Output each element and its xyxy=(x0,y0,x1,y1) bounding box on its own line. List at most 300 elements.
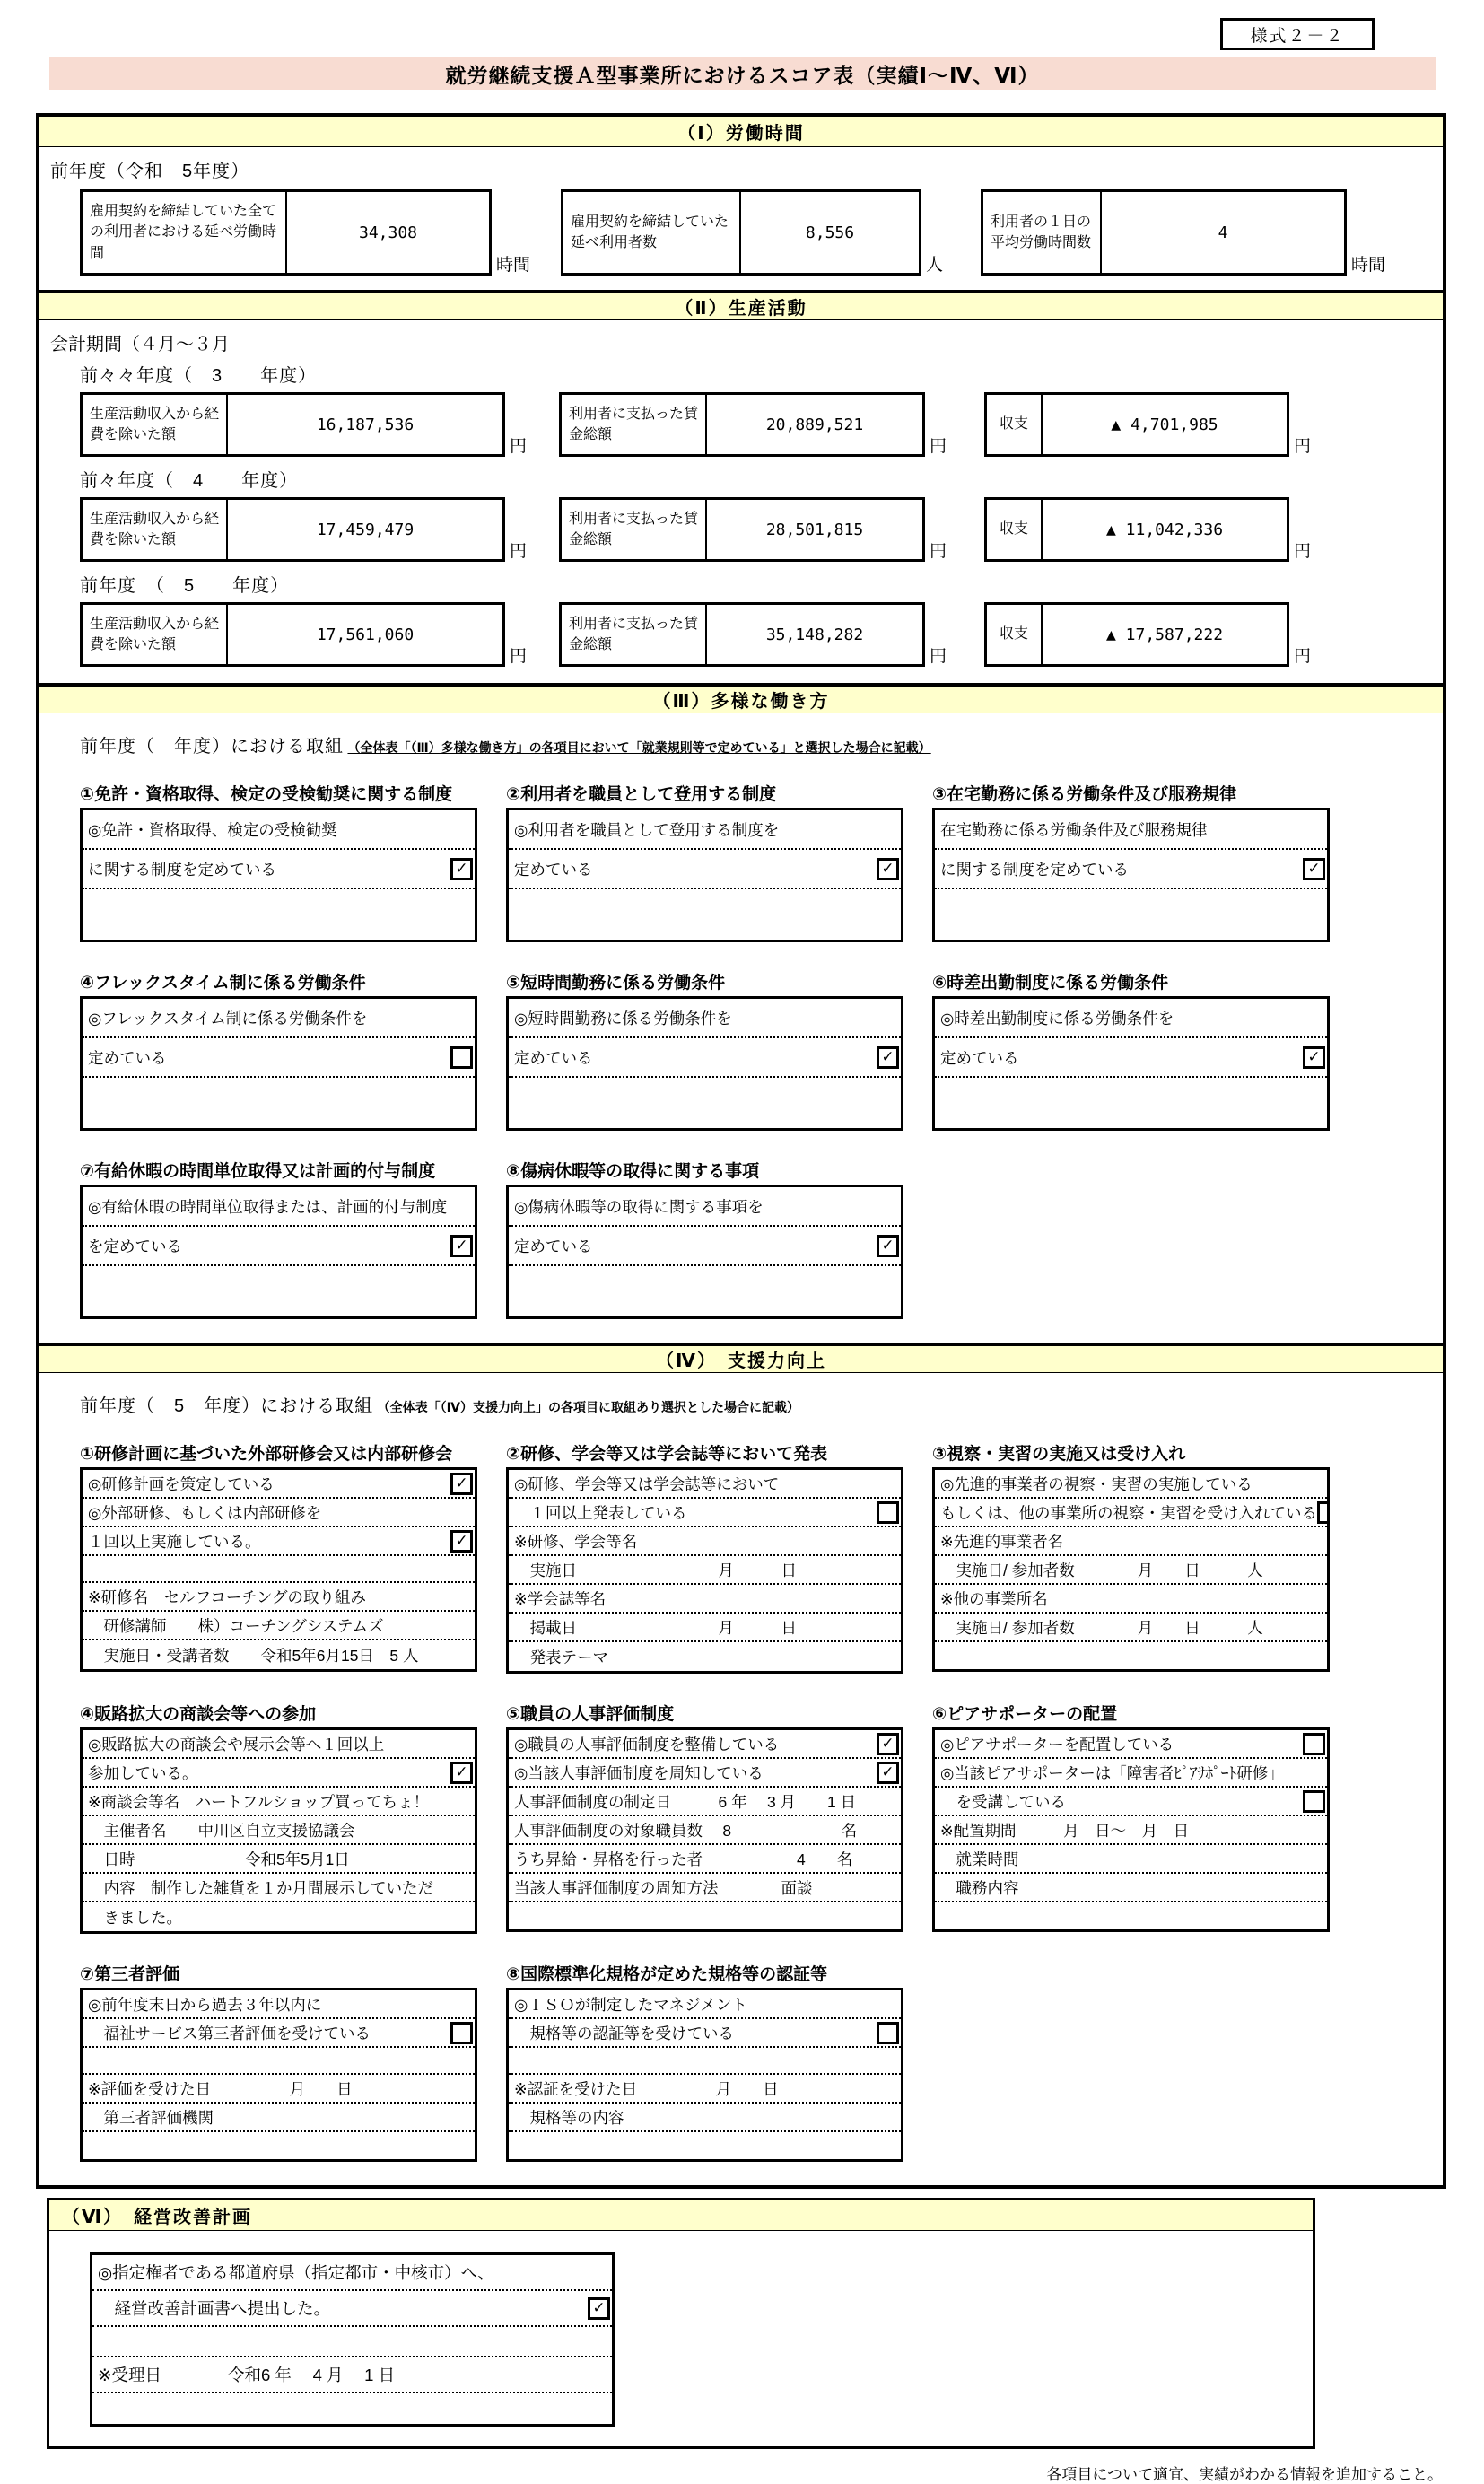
form-row xyxy=(935,1759,1327,1788)
checkbox-unchecked[interactable] xyxy=(1303,1733,1325,1755)
fiscal-row xyxy=(50,466,1443,562)
form-row xyxy=(935,810,1327,850)
item-title: ⑥ピアサポーターの配置 xyxy=(932,1705,1118,1724)
form-row xyxy=(83,1640,475,1669)
section6-header xyxy=(49,2200,1313,2231)
form-row xyxy=(92,2327,612,2357)
row-text: 在宅勤務に係る労働条件及び服務規律 xyxy=(940,820,1208,839)
checklist-item xyxy=(80,1961,477,2162)
form-row xyxy=(83,1788,475,1816)
form-row xyxy=(935,1556,1327,1585)
form-row xyxy=(92,2393,612,2424)
row-text: ※研修名 セルフコーチングの取り組み xyxy=(88,1587,367,1606)
row-text: ※他の事業所名 xyxy=(940,1589,1048,1608)
field-wages-paid xyxy=(559,602,952,667)
form-row xyxy=(83,1759,475,1788)
field-unit: 円 xyxy=(510,647,528,666)
field-unit: 円 xyxy=(510,542,528,561)
row-text: ※評価を受けた日 月 日 xyxy=(88,2079,353,2098)
form-row xyxy=(509,1556,901,1585)
checkbox-checked[interactable]: ✓ xyxy=(877,1762,899,1784)
form-row xyxy=(83,1902,475,1931)
form-row xyxy=(83,810,475,850)
row-text: 実施日 月 日 xyxy=(514,1561,797,1579)
checkbox-checked[interactable]: ✓ xyxy=(450,858,473,880)
field-value[interactable]: 17,459,479 xyxy=(316,520,415,539)
row-text: ※研修、学会等名 xyxy=(514,1532,638,1551)
form-row xyxy=(935,1614,1327,1642)
checkbox-checked[interactable]: ✓ xyxy=(450,1762,473,1784)
field-label: 生産活動収入から経費を除いた額 xyxy=(83,605,228,664)
row-text: ◎指定権者である都道府県（指定都市・中核市）へ、 xyxy=(98,2263,494,2282)
form-row xyxy=(509,1078,901,1128)
field-value[interactable]: ▲ 17,587,222 xyxy=(1106,625,1224,644)
form-row xyxy=(509,1499,901,1527)
field-unit: 円 xyxy=(930,542,947,561)
item-box xyxy=(506,808,903,942)
item-box xyxy=(932,1727,1330,1932)
form-row xyxy=(83,1556,475,1583)
field-label: 生産活動収入から経費を除いた額 xyxy=(83,395,228,454)
form-row xyxy=(935,1527,1327,1556)
form-row xyxy=(509,999,901,1038)
field-value[interactable]: 16,187,536 xyxy=(316,415,415,434)
checklist-item xyxy=(506,1440,903,1674)
field-unit: 円 xyxy=(1294,437,1312,456)
row-text: ◎外部研修、もしくは内部研修を xyxy=(88,1503,322,1522)
field-total-work-hours xyxy=(80,189,536,276)
row-text: に関する制度を定めている xyxy=(940,860,1129,879)
item-title: ①研修計画に基づいた外部研修会又は内部研修会 xyxy=(80,1445,453,1464)
field-label: 利用者に支払った賃金総額 xyxy=(562,605,707,664)
field-value[interactable]: 28,501,815 xyxy=(765,520,864,539)
intro-text: 前年度（ 5 年度）における取組 xyxy=(80,1396,374,1416)
form-code-box xyxy=(1220,18,1375,50)
section4-header-text: （Ⅳ） 支援力向上 xyxy=(656,1351,826,1371)
item-box xyxy=(506,1988,903,2162)
item-box xyxy=(932,808,1330,942)
form-row xyxy=(935,889,1327,940)
form-row xyxy=(935,1816,1327,1845)
row-text: 実施日/ 参加者数 月 日 人 xyxy=(940,1618,1263,1637)
checklist-item xyxy=(506,1701,903,1934)
row-text: ◎有給休暇の時間単位取得または、計画的付与制度 xyxy=(88,1197,448,1216)
field-value[interactable]: ▲ 4,701,985 xyxy=(1111,415,1218,434)
row-text: ◎フレックスタイム制に係る労働条件を xyxy=(88,1009,368,1028)
checkbox-checked[interactable]: ✓ xyxy=(877,1046,899,1069)
form-row xyxy=(509,1788,901,1816)
row-text: ◎販路拡大の商談会や展示会等へ１回以上 xyxy=(88,1735,385,1754)
form-row xyxy=(83,2075,475,2104)
field-value[interactable]: 34,308 xyxy=(358,223,418,242)
item-box xyxy=(80,996,477,1131)
form-row xyxy=(83,1816,475,1845)
field-wages-paid xyxy=(559,497,952,562)
checkbox-checked[interactable]: ✓ xyxy=(1303,1046,1325,1069)
checkbox-unchecked[interactable] xyxy=(1317,1501,1327,1524)
form-row xyxy=(935,1499,1327,1527)
form-row xyxy=(509,2132,901,2159)
form-row xyxy=(83,1583,475,1612)
checkbox-unchecked[interactable] xyxy=(450,1046,473,1069)
field-value[interactable]: 4 xyxy=(1218,223,1228,242)
item-title: ②利用者を職員として登用する制度 xyxy=(506,785,777,804)
form-row xyxy=(83,1874,475,1902)
footer-note: 各項目について適宜、実績がわかる情報を追加すること。 xyxy=(1046,2466,1443,2483)
field-wages-paid xyxy=(559,392,952,457)
row-text: ※先進的事業者名 xyxy=(940,1532,1064,1551)
checkbox-unchecked[interactable] xyxy=(877,1501,899,1524)
field-box xyxy=(561,189,921,276)
row-text: を受講している xyxy=(940,1792,1066,1811)
checkbox-checked[interactable]: ✓ xyxy=(1303,858,1325,880)
field-unit: 人 xyxy=(926,256,944,275)
form-row xyxy=(509,1874,901,1902)
accounting-period: 会計期間（４月～３月 xyxy=(50,335,230,354)
row-text: に関する制度を定めている xyxy=(88,860,276,879)
row-text: ◎利用者を職員として登用する制度を xyxy=(514,820,780,839)
row-text: 第三者評価機関 xyxy=(88,2108,214,2127)
row-text: 当該人事評価制度の周知方法 面談 xyxy=(514,1878,813,1897)
field-unit: 時間 xyxy=(1351,256,1386,275)
item-title: ③在宅勤務に係る労働条件及び服務規律 xyxy=(932,785,1237,804)
form-row xyxy=(509,810,901,850)
field-value[interactable]: 17,561,060 xyxy=(316,625,415,644)
row-text: 掲載日 月 日 xyxy=(514,1618,797,1637)
row-text: 経営改善計画書へ提出した。 xyxy=(98,2299,331,2318)
field-unit: 円 xyxy=(510,437,528,456)
row-text: 定めている xyxy=(940,1048,1019,1067)
row-text: 規格等の内容 xyxy=(514,2108,624,2127)
fiscal-year-label: 前々年度（ 4 年度） xyxy=(80,471,299,491)
section4-content xyxy=(39,1373,1443,2185)
form-code-text: 様式２－２ xyxy=(1250,26,1345,46)
checklist-item xyxy=(506,1158,903,1319)
section4-header xyxy=(39,1343,1443,1373)
form-row xyxy=(935,1038,1327,1078)
row-text: 実施日/ 参加者数 月 日 人 xyxy=(940,1561,1263,1579)
row-text: 定めている xyxy=(88,1048,167,1067)
row-text: 人事評価制度の対象職員数 8 名 xyxy=(514,1821,858,1840)
field-avg-daily-hours xyxy=(981,189,1391,276)
row-text: 定めている xyxy=(514,1048,593,1067)
item-title: ②研修、学会等又は学会誌等において発表 xyxy=(506,1445,828,1464)
form-row xyxy=(83,850,475,889)
form-row xyxy=(83,1078,475,1128)
form-row xyxy=(935,1902,1327,1929)
section3-intro xyxy=(80,731,1443,757)
row-text: を定めている xyxy=(88,1237,182,1255)
item-title: ④フレックスタイム制に係る労働条件 xyxy=(80,974,366,993)
checklist-item xyxy=(80,781,477,942)
row-text: 研修講師 株）コーチングシステムズ xyxy=(88,1616,384,1635)
item-title: ⑦第三者評価 xyxy=(80,1965,180,1984)
checklist-item xyxy=(932,1440,1330,1674)
row-text: ◎傷病休暇等の取得に関する事項を xyxy=(514,1197,764,1216)
field-box xyxy=(80,189,492,276)
checklist-item xyxy=(90,2252,1313,2427)
form-row xyxy=(83,1227,475,1266)
section2-header xyxy=(39,290,1443,320)
row-text: 参加している。 xyxy=(88,1763,198,1782)
field-label: 収支 xyxy=(987,395,1043,454)
form-row xyxy=(83,1038,475,1078)
checkbox-unchecked[interactable] xyxy=(877,2022,899,2044)
field-label: 収支 xyxy=(987,605,1043,664)
page-title-text: 就労継続支援Ａ型事業所におけるスコア表（実績Ⅰ～Ⅳ、Ⅵ） xyxy=(445,63,1040,87)
row-text: ※配置期間 月 日～ 月 日 xyxy=(940,1821,1190,1840)
row-text: 福祉サービス第三者評価を受けている xyxy=(88,2024,371,2042)
form-row xyxy=(935,1874,1327,1902)
row-text: ◎ピアサポーターを配置している xyxy=(940,1735,1174,1754)
section6-items xyxy=(90,2252,1313,2427)
section6-header-text: （Ⅵ） 経営改善計画 xyxy=(62,2208,252,2227)
form-row xyxy=(509,2048,901,2075)
fiscal-year-label: 前々々年度（ 3 年度） xyxy=(80,366,318,386)
row-text: 人事評価制度の制定日 6 年 3 月 1 日 xyxy=(514,1792,857,1811)
checklist-item xyxy=(80,1158,477,1319)
form-row xyxy=(92,2291,612,2327)
row-text: ◎当該ピアサポーターは「障害者ﾋﾟｱｻﾎﾟｰﾄ研修」 xyxy=(940,1763,1284,1782)
fiscal-values xyxy=(50,602,1443,667)
row-text: ※学会誌等名 xyxy=(514,1589,607,1608)
field-unit: 円 xyxy=(930,647,947,666)
section3-items xyxy=(80,781,1443,1319)
field-unit: 時間 xyxy=(496,256,531,275)
section3-content xyxy=(39,713,1443,1343)
checklist-item xyxy=(80,969,477,1131)
form-row xyxy=(83,1845,475,1874)
form-row xyxy=(935,850,1327,889)
item-box xyxy=(506,1467,903,1674)
field-net-income xyxy=(80,497,532,562)
fiscal-values xyxy=(50,392,1443,457)
intro-note: （全体表「（Ⅲ）多様な働き方」の各項目において「就業規則等で定めている」と選択した場合に記載） xyxy=(347,740,931,755)
checkbox-unchecked[interactable] xyxy=(450,2022,473,2044)
checklist-item xyxy=(80,1440,477,1674)
form-row xyxy=(509,1585,901,1614)
field-value[interactable]: 35,148,282 xyxy=(765,625,864,644)
form-row xyxy=(83,1612,475,1640)
fiscal-values xyxy=(50,497,1443,562)
checkbox-checked[interactable]: ✓ xyxy=(877,1235,899,1257)
item-title: ⑥時差出勤制度に係る労働条件 xyxy=(932,974,1169,993)
field-net-income xyxy=(80,392,532,457)
item-title: ⑧国際標準化規格が定めた規格等の認証等 xyxy=(506,1965,828,1984)
checkbox-checked[interactable]: ✓ xyxy=(588,2297,610,2320)
checklist-item xyxy=(506,781,903,942)
form-row xyxy=(83,2048,475,2075)
form-row xyxy=(92,2357,612,2393)
item-box xyxy=(90,2252,615,2427)
field-balance xyxy=(984,392,1316,457)
form-row xyxy=(935,1788,1327,1816)
field-box xyxy=(981,189,1347,276)
field-label: 雇用契約を締結していた全ての利用者における延べ労働時間 xyxy=(83,192,287,273)
form-row xyxy=(509,1614,901,1642)
checklist-item xyxy=(932,1701,1330,1934)
item-title: ③視察・実習の実施又は受け入れ xyxy=(932,1445,1186,1464)
form-row xyxy=(935,1078,1327,1128)
row-text: ◎研修計画を策定している xyxy=(88,1474,275,1493)
section2-header-text: （Ⅱ）生産活動 xyxy=(675,299,807,319)
row-text: ◎時差出勤制度に係る労働条件を xyxy=(940,1009,1174,1028)
field-unit: 円 xyxy=(930,437,947,456)
field-label: 利用者に支払った賃金総額 xyxy=(562,500,707,559)
field-unit: 円 xyxy=(1294,542,1312,561)
main-table xyxy=(36,113,1446,2189)
checklist-item xyxy=(506,1961,903,2162)
field-value[interactable]: 8,556 xyxy=(805,223,855,242)
form-row xyxy=(509,2104,901,2132)
item-title: ⑤短時間勤務に係る労働条件 xyxy=(506,974,726,993)
row-text: １回以上発表している xyxy=(514,1503,687,1522)
field-label: 生産活動収入から経費を除いた額 xyxy=(83,500,228,559)
form-row xyxy=(83,1499,475,1527)
field-value[interactable]: ▲ 11,042,336 xyxy=(1106,520,1224,539)
row-text: きました。 xyxy=(88,1908,182,1927)
checkbox-checked[interactable]: ✓ xyxy=(450,1473,473,1495)
row-text: うち昇給・昇格を行った者 4 名 xyxy=(514,1850,853,1868)
form-row xyxy=(935,1730,1327,1759)
intro-text: 前年度（ 年度）における取組 xyxy=(80,737,344,757)
fiscal-row xyxy=(50,361,1443,457)
form-row xyxy=(83,999,475,1038)
field-balance xyxy=(984,602,1316,667)
row-text: ◎研修、学会等又は学会誌等において xyxy=(514,1474,780,1493)
form-row xyxy=(83,2104,475,2132)
checkbox-checked[interactable]: ✓ xyxy=(450,1530,473,1552)
section4-intro xyxy=(80,1391,1443,1417)
checklist-item xyxy=(932,969,1330,1131)
section3-header xyxy=(39,683,1443,713)
row-text: 主催者名 中川区自立支援協議会 xyxy=(88,1821,355,1840)
item-title: ⑤職員の人事評価制度 xyxy=(506,1705,675,1724)
row-text: ◎当該人事評価制度を周知している xyxy=(514,1763,764,1782)
section6-table xyxy=(47,2198,1315,2449)
row-text: 定めている xyxy=(514,1237,593,1255)
checkbox-checked[interactable]: ✓ xyxy=(450,1235,473,1257)
form-row xyxy=(935,1470,1327,1499)
row-text: ◎先進的事業者の視察・実習の実施している xyxy=(940,1474,1253,1493)
form-row xyxy=(509,1902,901,1929)
form-row xyxy=(83,1990,475,2019)
form-row xyxy=(509,1759,901,1788)
form-row xyxy=(509,1470,901,1499)
checkbox-checked[interactable]: ✓ xyxy=(877,1733,899,1755)
item-title: ①免許・資格取得、検定の受検勧奨に関する制度 xyxy=(80,785,453,804)
item-title: ⑦有給休暇の時間単位取得又は計画的付与制度 xyxy=(80,1162,436,1181)
form-row xyxy=(509,850,901,889)
row-text: １回以上実施している。 xyxy=(88,1532,261,1551)
form-row xyxy=(83,1266,475,1316)
form-row xyxy=(509,1845,901,1874)
form-row xyxy=(935,999,1327,1038)
checkbox-unchecked[interactable] xyxy=(1303,1790,1325,1813)
form-row xyxy=(509,1990,901,2019)
form-row xyxy=(83,1730,475,1759)
item-box xyxy=(506,996,903,1131)
page-title xyxy=(49,57,1436,90)
row-text: ◎免許・資格取得、検定の受検勧奨 xyxy=(88,820,337,839)
item-box xyxy=(932,996,1330,1131)
field-unit: 円 xyxy=(1294,647,1312,666)
item-title: ④販路拡大の商談会等への参加 xyxy=(80,1705,317,1724)
row-text: 日時 令和5年5月1日 xyxy=(88,1850,350,1868)
field-label: 収支 xyxy=(987,500,1043,559)
field-total-users xyxy=(561,189,948,276)
form-row xyxy=(83,2019,475,2048)
item-box xyxy=(506,1727,903,1932)
form-row xyxy=(935,1585,1327,1614)
form-row xyxy=(509,1527,901,1556)
row-text: ※認証を受けた日 月 日 xyxy=(514,2079,779,2098)
row-text: 職務内容 xyxy=(940,1878,1019,1897)
form-row xyxy=(509,1227,901,1266)
row-text: ◎前年度末日から過去３年以内に xyxy=(88,1995,322,2014)
section1-header-text: （Ⅰ）労働時間 xyxy=(677,124,805,144)
section2-content xyxy=(39,320,1443,683)
form-row xyxy=(83,889,475,940)
row-text: 定めている xyxy=(514,860,593,879)
fiscal-row xyxy=(50,571,1443,667)
section1-year-line: 前年度（令和 5年度） xyxy=(50,162,250,181)
form-row xyxy=(92,2255,612,2291)
intro-note: （全体表「（Ⅳ）支援力向上」の各項目に取組あり選択とした場合に記載） xyxy=(377,1400,799,1414)
checklist-item xyxy=(80,1701,477,1934)
section6-content xyxy=(49,2231,1313,2446)
form-row xyxy=(509,1187,901,1227)
section4-items xyxy=(80,1440,1443,2162)
field-label: 利用者の１日の平均労働時間数 xyxy=(983,192,1102,273)
section1-header xyxy=(39,117,1443,147)
fiscal-year-label: 前年度 （ 5 年度） xyxy=(80,576,290,596)
item-box xyxy=(80,808,477,942)
section1-fields xyxy=(50,189,1443,276)
row-text: もしくは、他の事業所の視察・実習を受け入れている xyxy=(940,1503,1317,1522)
item-title: ⑧傷病休暇等の取得に関する事項 xyxy=(506,1162,760,1181)
row-text: ※商談会等名 ハートフルショップ買ってちょ！ xyxy=(88,1792,430,1811)
field-label: 雇用契約を締結していた延べ利用者数 xyxy=(563,192,741,273)
checkbox-checked[interactable]: ✓ xyxy=(877,858,899,880)
section1-content xyxy=(39,147,1443,290)
field-label: 利用者に支払った賃金総額 xyxy=(562,395,707,454)
field-net-income xyxy=(80,602,532,667)
checklist-item xyxy=(932,781,1330,942)
item-box xyxy=(932,1467,1330,1672)
form-row xyxy=(935,1642,1327,1669)
row-text: 発表テーマ xyxy=(514,1648,608,1666)
row-text: 規格等の認証等を受けている xyxy=(514,2024,734,2042)
item-box xyxy=(80,1727,477,1934)
row-text: 実施日・受講者数 令和5年6月15日 5 人 xyxy=(88,1646,419,1665)
checklist-item xyxy=(506,969,903,1131)
form-row xyxy=(935,1845,1327,1874)
form-row xyxy=(509,2075,901,2104)
row-text: ◎短時間勤務に係る労働条件を xyxy=(514,1009,732,1028)
field-value[interactable]: 20,889,521 xyxy=(765,415,864,434)
form-row xyxy=(509,1730,901,1759)
form-row xyxy=(509,2019,901,2048)
item-box xyxy=(506,1185,903,1319)
form-row xyxy=(509,1266,901,1316)
form-row xyxy=(509,889,901,940)
item-box xyxy=(80,1988,477,2162)
form-row xyxy=(83,1527,475,1556)
row-text: 就業時間 xyxy=(940,1850,1019,1868)
row-text: ※受理日 令和6 年 4 月 1 日 xyxy=(98,2366,396,2384)
form-row xyxy=(83,2132,475,2159)
